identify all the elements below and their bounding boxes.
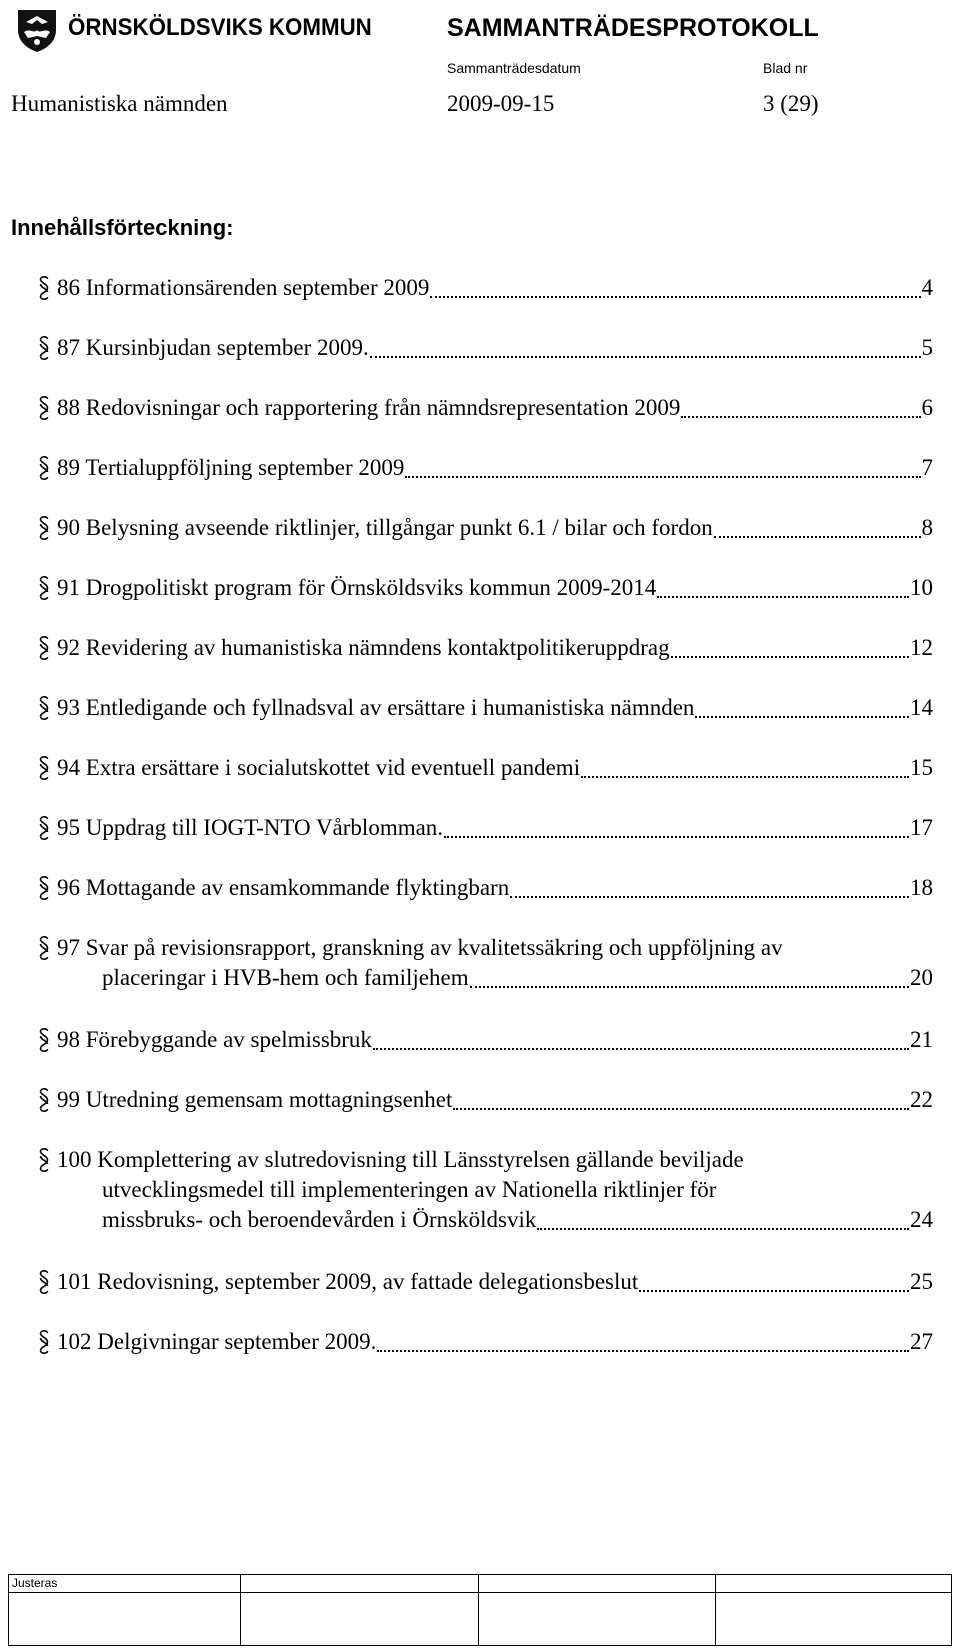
- toc-entry-title: 96 Mottagande av ensamkommande flyktingbarn: [57, 875, 510, 900]
- date-label: Sammanträdesdatum: [447, 60, 581, 76]
- signature-cell: [478, 1575, 716, 1645]
- toc-entry-line: [57, 333, 933, 363]
- section-sign-icon: [37, 273, 51, 303]
- signature-cell: [9, 1575, 241, 1645]
- page-number: 3 (29): [763, 91, 819, 116]
- toc-entry-page: 15: [910, 755, 933, 780]
- section-sign-icon: [37, 1025, 51, 1055]
- toc-entry-page: 22: [910, 1087, 933, 1112]
- justeras-label: Justeras: [12, 1576, 58, 1590]
- section-sign-icon: [37, 573, 51, 603]
- toc-leader-dots: [681, 416, 920, 418]
- toc-entry-page: 27: [910, 1329, 933, 1354]
- toc-entry-title: 94 Extra ersättare i socialutskottet vid eventuell pandemi: [57, 755, 581, 780]
- toc-entry-title: 93 Entledigande och fyllnadsval av ersättare i humanistiska nämnden: [57, 695, 695, 720]
- toc-entry-page: 21: [910, 1027, 933, 1052]
- toc-entry-line: [57, 633, 933, 663]
- toc-entry-line: [57, 573, 933, 603]
- toc-entry-title: 102 Delgivningar september 2009.: [57, 1329, 377, 1354]
- section-sign-icon: [37, 333, 51, 363]
- toc-entry-title: 97 Svar på revisionsrapport, granskning av kvalitetssäkring och uppföljning av: [57, 935, 783, 960]
- toc-leader-dots: [671, 656, 909, 658]
- toc-entry-title: 95 Uppdrag till IOGT-NTO Vårblomman.: [57, 815, 444, 840]
- toc-heading: Innehållsförteckning:: [11, 215, 234, 240]
- section-sign-icon: [37, 873, 51, 903]
- municipality-logo: [12, 6, 372, 52]
- section-sign-icon: [37, 513, 51, 543]
- toc-entry-title: 92 Revidering av humanistiska nämndens kontaktpolitikeruppdrag: [57, 635, 670, 660]
- section-sign-icon: [37, 453, 51, 483]
- toc-entry-line: [57, 393, 933, 423]
- meeting-date: 2009-09-15: [447, 91, 555, 116]
- toc-leader-dots: [657, 596, 909, 598]
- toc-entry-title: 89 Tertialuppföljning september 2009: [57, 455, 405, 480]
- toc-entry-title: utvecklingsmedel till implementeringen av Nationella riktlinjer för: [102, 1177, 717, 1202]
- signature-cell: [715, 1575, 952, 1645]
- section-sign-icon: [37, 693, 51, 723]
- toc-entry-title: 100 Komplettering av slutredovisning till Länsstyrelsen gällande beviljade: [57, 1147, 744, 1172]
- committee-name: Humanistiska nämnden: [11, 91, 228, 116]
- toc-entry-title: 90 Belysning avseende riktlinjer, tillgångar punkt 6.1 / bilar och fordon: [57, 515, 713, 540]
- toc-entry-line: [57, 753, 933, 783]
- section-sign-icon: [37, 1327, 51, 1357]
- toc-entry-line: [57, 873, 933, 903]
- page-label: Blad nr: [763, 60, 808, 76]
- toc-entry-line: [57, 1327, 933, 1357]
- toc-entry-page: 4: [921, 275, 933, 300]
- toc-entry-line: [102, 963, 933, 993]
- toc-entry-title: placeringar i HVB-hem och familjehem: [102, 965, 469, 990]
- toc-entry-page: 20: [910, 965, 933, 990]
- toc-leader-dots: [639, 1290, 909, 1292]
- toc-leader-dots: [444, 836, 909, 838]
- toc-entry-title: missbruks- och beroendevården i Örnsköldsvik: [102, 1207, 537, 1232]
- toc-entry-line: [57, 1085, 933, 1115]
- toc-entry-page: 12: [910, 635, 933, 660]
- toc-entry-line: [57, 693, 933, 723]
- section-sign-icon: [37, 933, 51, 963]
- toc-entry-page: 8: [921, 515, 933, 540]
- toc-leader-dots: [695, 716, 909, 718]
- section-sign-icon: [37, 1145, 51, 1175]
- section-sign-icon: [37, 633, 51, 663]
- toc-entry-title: 91 Drogpolitiskt program för Örnsköldsviks kommun 2009-2014: [57, 575, 657, 600]
- toc-entry-title: 98 Förebyggande av spelmissbruk: [57, 1027, 372, 1052]
- toc-entry-page: 6: [921, 395, 933, 420]
- toc-entry-line: [57, 1267, 933, 1297]
- signature-cell: [240, 1575, 479, 1645]
- toc-entry-line: [57, 273, 933, 303]
- toc-entry-line: [57, 813, 933, 843]
- municipality-name: ÖRNSKÖLDSVIKS KOMMUN: [68, 14, 372, 41]
- toc-entry-page: 18: [910, 875, 933, 900]
- toc-leader-dots: [537, 1228, 909, 1230]
- toc-leader-dots: [377, 1350, 909, 1352]
- toc-entry-title: 87 Kursinbjudan september 2009.: [57, 335, 369, 360]
- toc-leader-dots: [373, 1048, 909, 1050]
- section-sign-icon: [37, 1267, 51, 1297]
- section-sign-icon: [37, 753, 51, 783]
- toc-leader-dots: [430, 296, 920, 298]
- toc-entry-title: 86 Informationsärenden september 2009: [57, 275, 430, 300]
- toc-entry-page: 24: [910, 1207, 933, 1232]
- coat-of-arms-icon: [12, 6, 62, 54]
- section-sign-icon: [37, 393, 51, 423]
- toc-leader-dots: [405, 476, 920, 478]
- toc-entry-line: [57, 513, 933, 543]
- toc-leader-dots: [470, 986, 909, 988]
- toc-entry-title: 88 Redovisningar och rapportering från nämndsrepresentation 2009: [57, 395, 681, 420]
- toc-entry-title: 101 Redovisning, september 2009, av fattade delegationsbeslut: [57, 1269, 639, 1294]
- toc-entry-page: 10: [910, 575, 933, 600]
- section-sign-icon: [37, 813, 51, 843]
- toc-entry-page: 25: [910, 1269, 933, 1294]
- toc-leader-dots: [370, 356, 921, 358]
- toc-leader-dots: [714, 536, 921, 538]
- toc-leader-dots: [510, 896, 909, 898]
- toc-entry-page: 17: [910, 815, 933, 840]
- document-type-title: SAMMANTRÄDESPROTOKOLL: [447, 14, 819, 42]
- signature-table: [8, 1574, 952, 1646]
- toc-entry-page: 14: [910, 695, 933, 720]
- toc-leader-dots: [581, 776, 909, 778]
- toc-leader-dots: [453, 1108, 909, 1110]
- toc-entry-line: [102, 1205, 933, 1235]
- toc-entry-line: [57, 1025, 933, 1055]
- toc-entry-title: 99 Utredning gemensam mottagningsenhet: [57, 1087, 453, 1112]
- section-sign-icon: [37, 1085, 51, 1115]
- toc-entry-line: [57, 453, 933, 483]
- toc-entry-page: 7: [921, 455, 933, 480]
- toc-entry-page: 5: [921, 335, 933, 360]
